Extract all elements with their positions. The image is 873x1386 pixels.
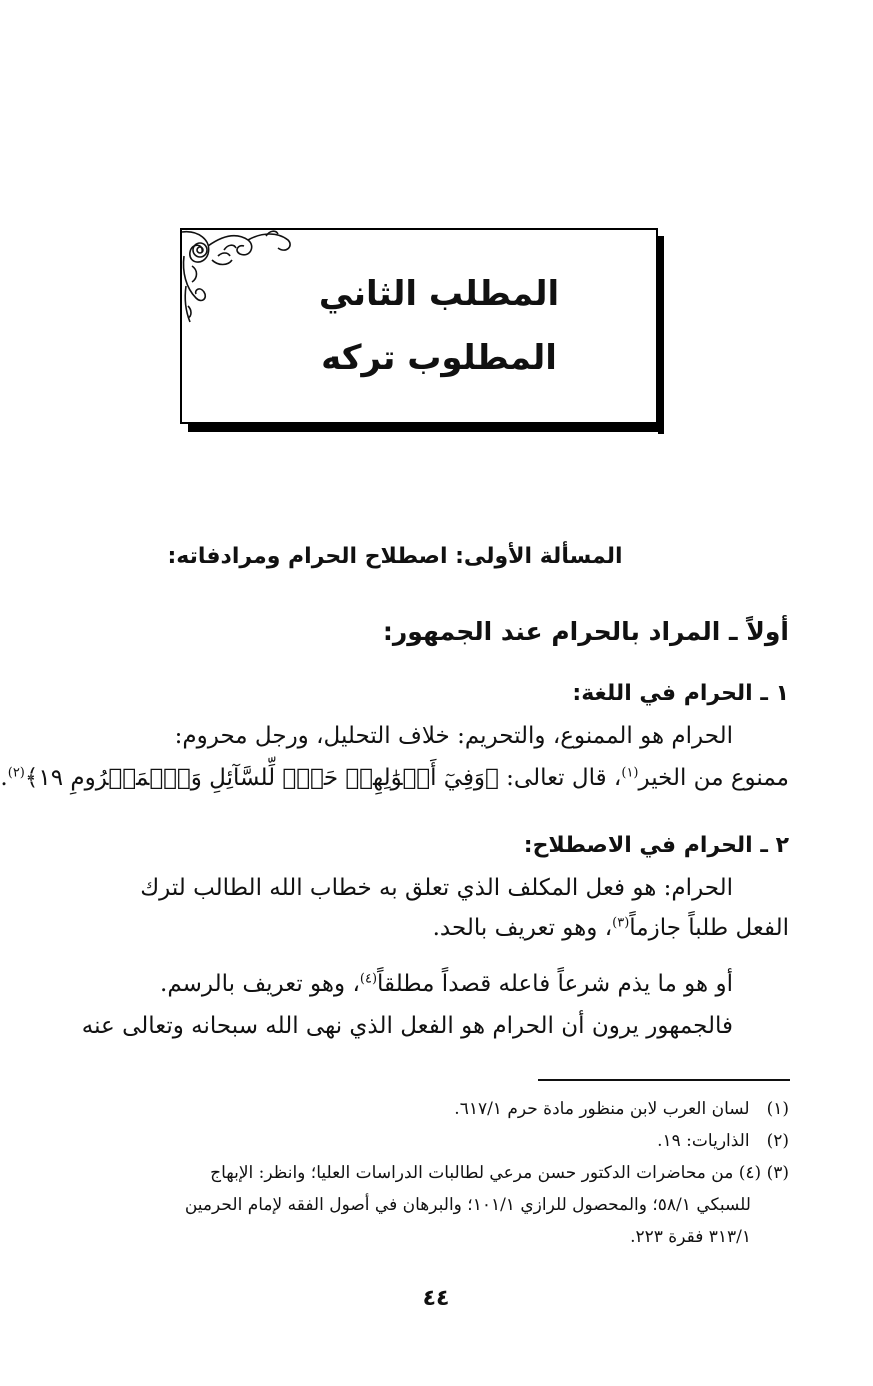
- footnote-ref: (٣): [612, 915, 630, 931]
- footnote-continuation: للسبكي ٥٨/١؛ والمحصول للرازي ١٠١/١؛ والبرهان في أصول الفقه لإمام الحرمين: [184, 1195, 751, 1215]
- main-heading: أولاً ـ المراد بالحرام عند الجمهور:: [382, 617, 789, 646]
- paragraph-line: الحرام هو الممنوع، والتحريم: خلاف التحليل، ورجل محروم:: [174, 723, 733, 749]
- footnote-ref: (٢): [7, 765, 25, 781]
- footnote: [40, 1126, 789, 1156]
- paragraph-line: الحرام: هو فعل المكلف الذي تعلق به خطاب الله الطالب لترك: [140, 875, 733, 901]
- text-run: أو هو ما يذم شرعاً فاعله قصداً مطلقاً: [377, 971, 733, 997]
- footnote-divider: [538, 1079, 790, 1081]
- subheading-language: ١ ـ الحرام في اللغة:: [572, 681, 789, 706]
- quran-verse: ، قال تعالى: ﴿وَفِيٓ أَمۡوَٰلِهِمۡ حَقّٞ لِّلسَّآئِلِ وَٱلۡمَحۡرُومِ ١٩﴾: [24, 765, 622, 791]
- paragraph-line: [40, 908, 789, 948]
- page-number: ٤٤: [422, 1286, 450, 1311]
- section-heading: المسألة الأولى: اصطلاح الحرام ومرادفاته:: [167, 544, 623, 569]
- text-run: ، وهو تعريف بالرسم.: [160, 971, 360, 997]
- footnote-text: من محاضرات الدكتور حسن مرعي لطالبات الدراسات العليا؛ وانظر: الإبهاج: [210, 1163, 734, 1183]
- chapter-title: المطلب الثاني: [318, 274, 560, 314]
- chapter-subtitle: المطلوب تركه: [321, 338, 557, 378]
- subheading-terminology: ٢ ـ الحرام في الاصطلاح:: [523, 833, 789, 858]
- paragraph-line: [40, 964, 733, 1004]
- title-frame-shadow: [658, 236, 664, 434]
- footnote-continuation: ٣١٣/١ فقرة ٢٢٣.: [630, 1227, 751, 1247]
- footnote-number: (٢): [766, 1131, 789, 1151]
- text-run: ، وهو تعريف بالحد.: [432, 915, 613, 941]
- text-run: ممنوع من الخير: [638, 765, 789, 791]
- footnote-number: (٣) (٤): [738, 1163, 789, 1183]
- footnote: [40, 1158, 789, 1188]
- footnote-number: (١): [766, 1099, 789, 1119]
- paragraph-line: [0, 758, 789, 798]
- footnote-ref: (١): [621, 765, 639, 781]
- footnote: [40, 1094, 789, 1124]
- paragraph-line: فالجمهور يرون أن الحرام هو الفعل الذي نهى الله سبحانه وتعالى عنه: [81, 1013, 733, 1039]
- title-frame-shadow-bottom: [188, 424, 664, 432]
- text-run: الفعل طلباً جازماً: [629, 915, 789, 941]
- footnote-text: لسان العرب لابن منظور مادة حرم ٦١٧/١.: [454, 1099, 750, 1119]
- text-run: .: [0, 765, 8, 791]
- footnote-text: الذاريات: ١٩.: [657, 1131, 750, 1151]
- footnote-ref: (٤): [359, 971, 378, 987]
